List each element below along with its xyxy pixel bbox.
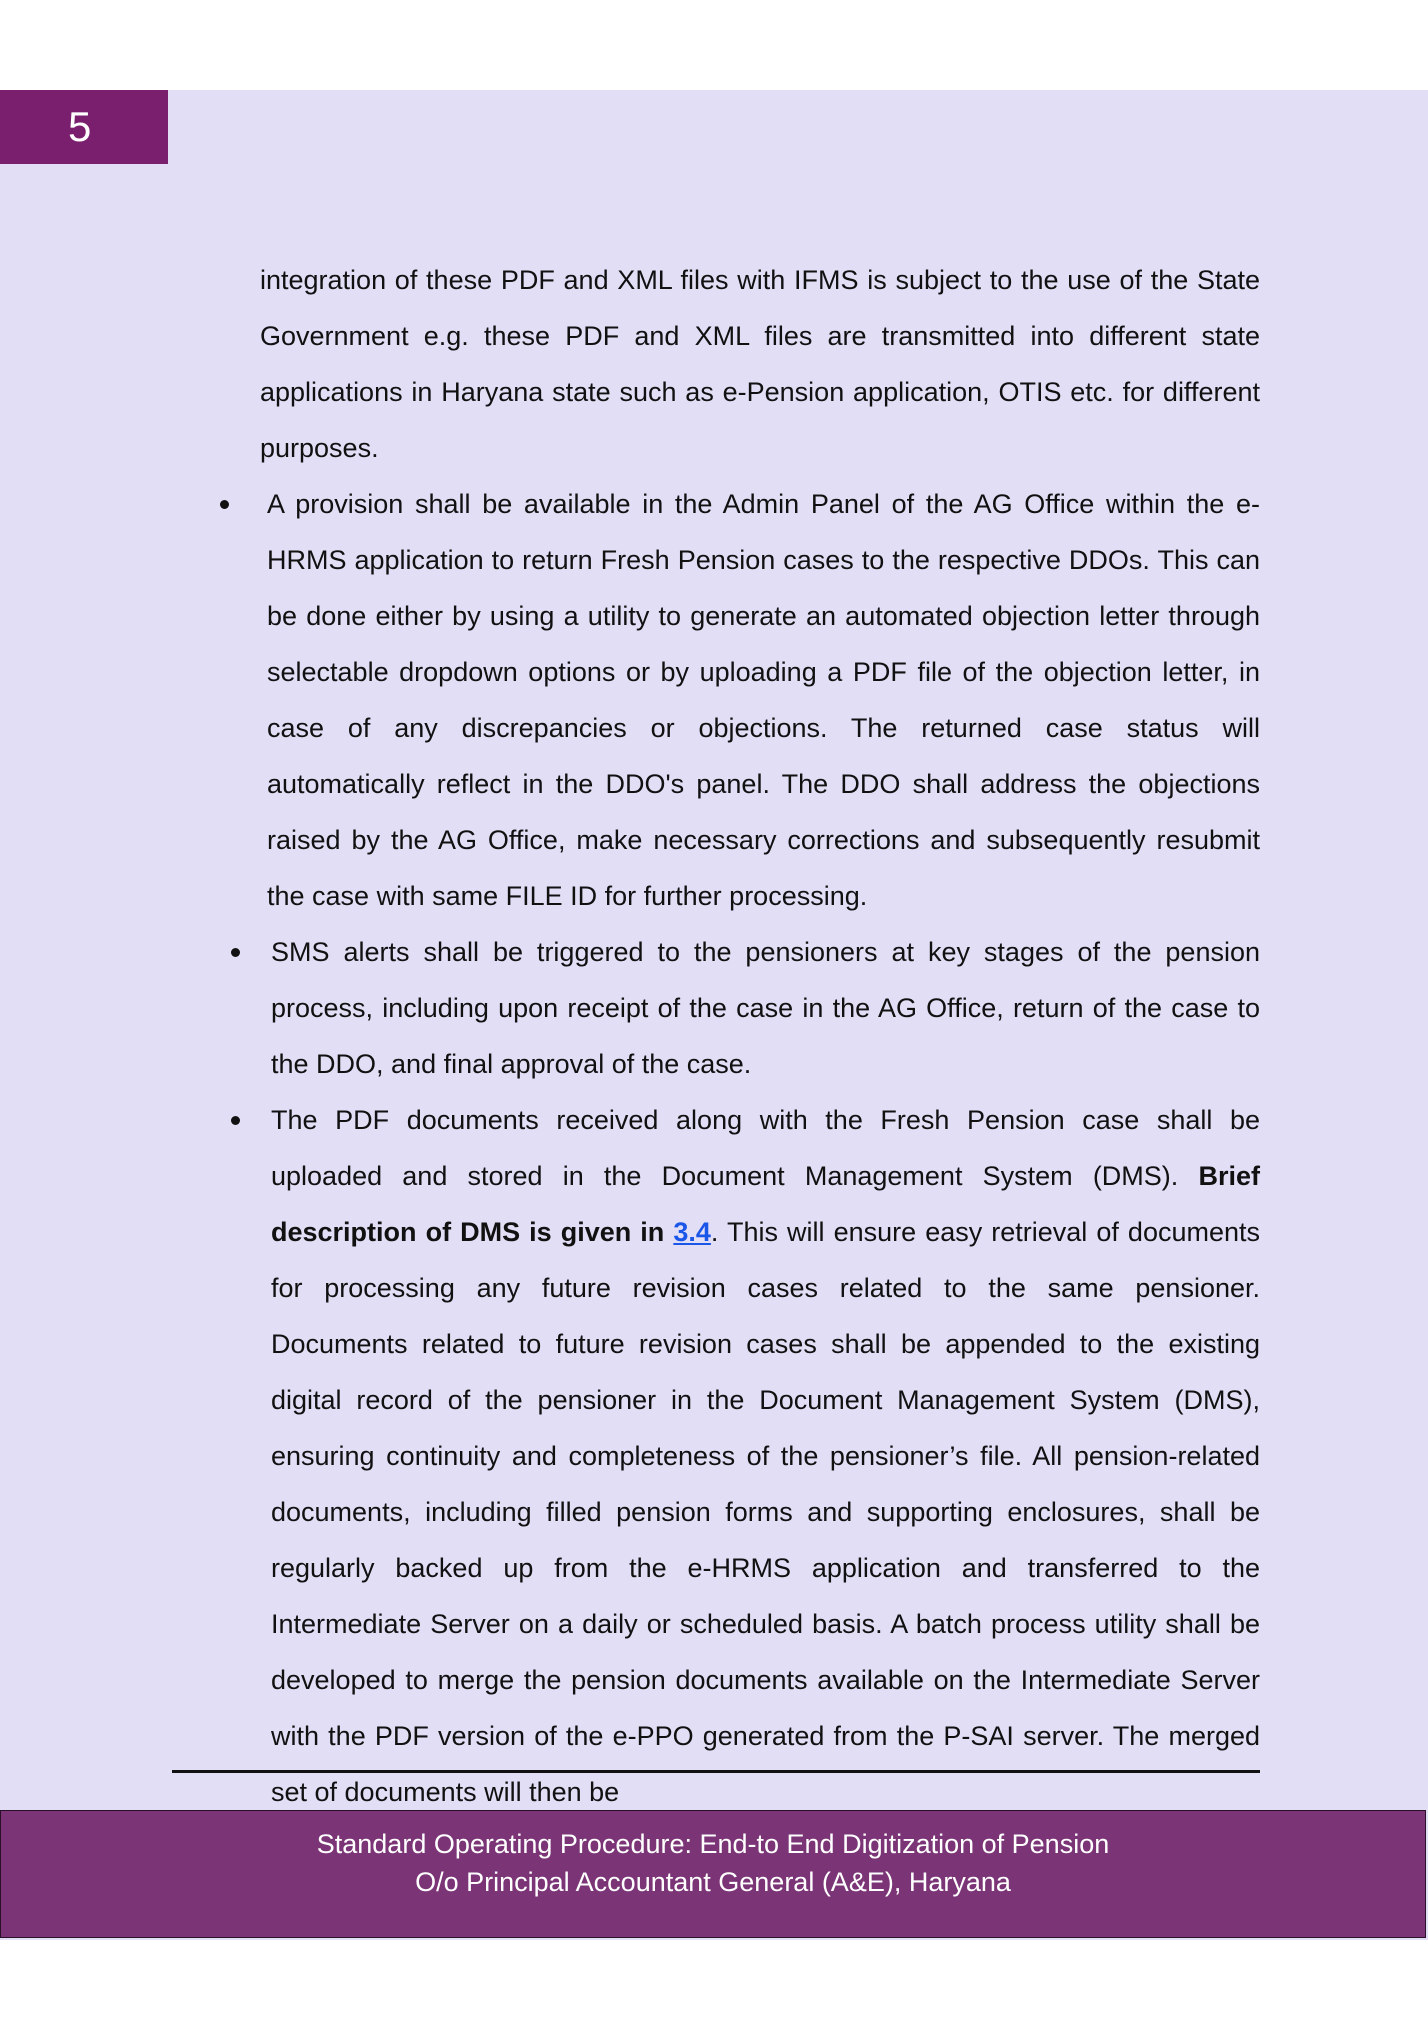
bullet-text <box>271 1092 1260 1820</box>
footer-line-1: Standard Operating Procedure: End-to End Digitization of Pension <box>316 1829 1110 1859</box>
bullet-text: SMS alerts shall be triggered to the pensioners at key stages of the pension process, including upon receipt of the case in the AG Office, return of the case to the DDO, and final approval of the case. <box>271 937 1260 1079</box>
footer <box>0 1810 1426 1938</box>
page-number: 5 <box>0 90 168 164</box>
bullet-text-part: The PDF documents received along with the Fresh Pension case shall be uploaded and stored in the Document Management System (DMS). <box>271 1105 1260 1191</box>
bullet-text-part: . This will ensure easy retrieval of documents for processing any future revision cases related to the same pensioner. Documents related to future revision cases shall be appended to the existing digital record of the pensioner in the Document Management System (DMS), ensuring continuity and completeness of the pensioner’s file. All pension-related documents, including filled pension forms and supporting enclosures, shall be regularly backed up from the e-HRMS application and transferred to the Intermediate Server on a daily or scheduled basis. A batch process utility shall be developed to merge the pension documents available on the Intermediate Server with the PDF version of the e-PPO generated from the P-SAI server. The merged set of documents will then be <box>271 1217 1261 1807</box>
footer-line-2: O/o Principal Accountant General (A&E), Haryana <box>415 1867 1011 1897</box>
footer-divider <box>172 1770 1260 1773</box>
intro-paragraph: integration of these PDF and XML files with IFMS is subject to the use of the State Government e.g. these PDF and XML files are transmitted into different state applications in Haryana state such as e-Pension application, OTIS etc. for different purposes. <box>260 265 1260 463</box>
bullet-bold-text: Brief description of DMS is given in <box>271 1161 1260 1247</box>
bullet-icon <box>231 948 240 957</box>
bullet-icon <box>231 1116 240 1125</box>
bullet-text: A provision shall be available in the Admin Panel of the AG Office within the e-HRMS application to return Fresh Pension cases to the respective DDOs. This can be done either by using a utility to generate an automated objection letter through selectable dropdown options or by uploading a PDF file of the objection letter, in case of any discrepancies or objections. The returned case status will automatically reflect in the DDO's panel. The DDO shall address the objections raised by the AG Office, make necessary corrections and subsequently resubmit the case with same FILE ID for further processing. <box>267 489 1260 911</box>
bullet-icon <box>220 500 229 509</box>
section-link[interactable]: 3.4 <box>673 1217 711 1247</box>
